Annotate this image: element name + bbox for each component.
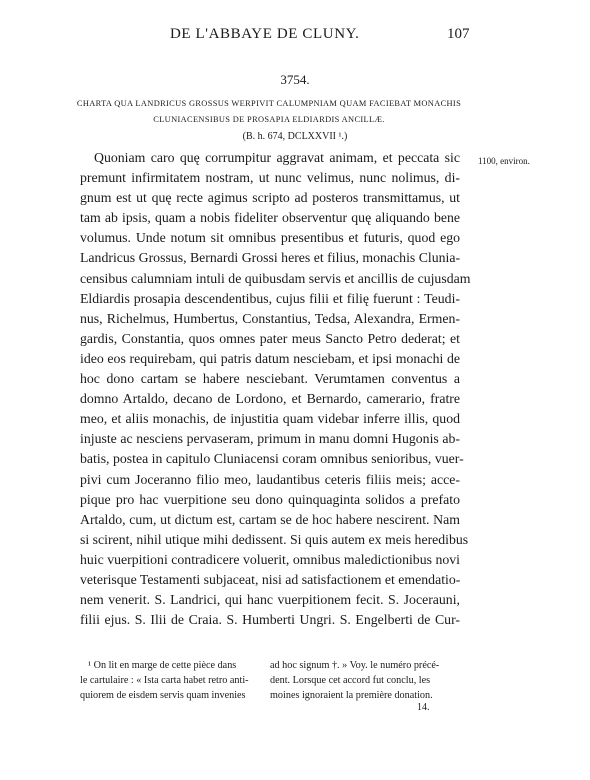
body-line: batis, postea in capitulo Cluniacensi coram omnibus senioribus, vuer- xyxy=(80,451,464,467)
body-line: pivi cum Joceranno filio meo, laudantibus ceteris filiis meis; acce- xyxy=(80,471,460,487)
charter-number: 3754. xyxy=(280,72,310,87)
page-number: 107 xyxy=(447,26,470,42)
body-line: pique pro hac vuerpitione seu dono quinquaginta solidos a prefato xyxy=(80,491,460,507)
footnotes xyxy=(80,658,460,703)
body-line: huic vuerpitioni contradicere voluerit, omnibus maledictionibus novi xyxy=(80,551,460,567)
body-line: si scirent, nihil utique mihi dedissent. Si quis autem ex meis heredibus xyxy=(80,531,469,547)
body-line: ideo eos requirebam, qui patris datum nesciebam, et ipsi monachi de xyxy=(80,350,460,366)
body-line: meo, et aliis monachis, de injustitia quam videbar inferre illis, quod xyxy=(80,411,460,427)
footnote-line: ad hoc signum †. » Voy. le numéro précé- xyxy=(270,660,440,671)
body-line: Artaldo, cum, ut dictum est, cartam se de hoc habere nescirent. Nam xyxy=(80,511,460,527)
body-line: censibus calumniam intuli de quibusdam servis et ancillis de cujusdam xyxy=(80,270,471,286)
body-line: gardis, Constantia, quos omnes pater meus Sancto Petro dederat; et xyxy=(80,330,460,346)
charter-title xyxy=(75,96,463,128)
running-head: DE L'ABBAYE DE CLUNY. xyxy=(170,26,360,42)
body-line: hoc dono cartam se habere nesciebant. Verumtamen conventus a xyxy=(80,371,460,387)
footnote-line: dent. Lorsque cet accord fut conclu, les xyxy=(270,675,431,686)
charter-body xyxy=(80,148,471,630)
charter-title-line: CLUNIACENSIBUS DE PROSAPIA ELDIARDIS ANCILLÆ. xyxy=(153,115,385,124)
body-line: gnum est ut quę recte agimus scripto ad posteros transmittamus, ut xyxy=(80,190,460,206)
body-line: nus, Richelmus, Humbertus, Constantius, Tedsa, Alexandra, Ermen- xyxy=(80,310,460,326)
footnote-line: ¹ On lit en marge de cette pièce dans xyxy=(88,660,237,671)
footnote-line: quiorem de eisdem servis quam invenies xyxy=(80,690,246,701)
body-line: injuste ac nesciens pervaseram, primum in manu domni Hugonis ab- xyxy=(80,431,460,447)
margin-date-note: 1100, environ. xyxy=(478,156,530,166)
charter-reference: (B. h. 674, DCLXXVII ¹.) xyxy=(242,131,348,142)
footnote-line: moines ignoraient la première donation. xyxy=(270,690,433,701)
body-line: volumus. Unde notum sit omnibus presentibus et futuris, quod ego xyxy=(80,230,460,246)
body-line: domno Artaldo, decano de Lordono, et Bernardo, camerario, fratre xyxy=(80,391,460,407)
body-line: nem venerit. S. Landrici, qui hanc vuerpitionem fecit. S. Jocerauni, xyxy=(80,592,460,608)
footnote-right-column xyxy=(270,658,460,703)
body-line: tam ab ipsis, quam a nobis fideliter observentur quę aliquando bene xyxy=(80,210,460,226)
body-line: premunt infirmitatem nostram, ut nunc velimus, nunc nolimus, di- xyxy=(80,170,460,186)
body-line: Eldiardis prosapia descendentibus, cujus filii et filię fuerunt : Teudi- xyxy=(80,290,460,306)
charter-title-line: CHARTA QUA LANDRICUS GROSSUS WERPIVIT CALUMPNIAM QUAM FACIEBAT MONACHIS xyxy=(76,99,462,108)
body-line: Landricus Grossus, Bernardi Grossi heres et filius, monachis Clunia- xyxy=(80,250,461,266)
footnote-line: le cartulaire : « Ista carta habet retro anti- xyxy=(80,675,249,686)
body-line: veterisque Testamenti subjaceat, nisi ad satisfactionem et emendatio- xyxy=(80,571,461,587)
body-line: filii ejus. S. Ilii de Craia. S. Humberti Ungri. S. Engelberti de Cur- xyxy=(80,612,460,628)
signature-mark: 14. xyxy=(417,702,430,713)
body-line: Quoniam caro quę corrumpitur aggravat animam, et peccata sic xyxy=(94,150,460,165)
footnote-left-column xyxy=(80,658,270,703)
